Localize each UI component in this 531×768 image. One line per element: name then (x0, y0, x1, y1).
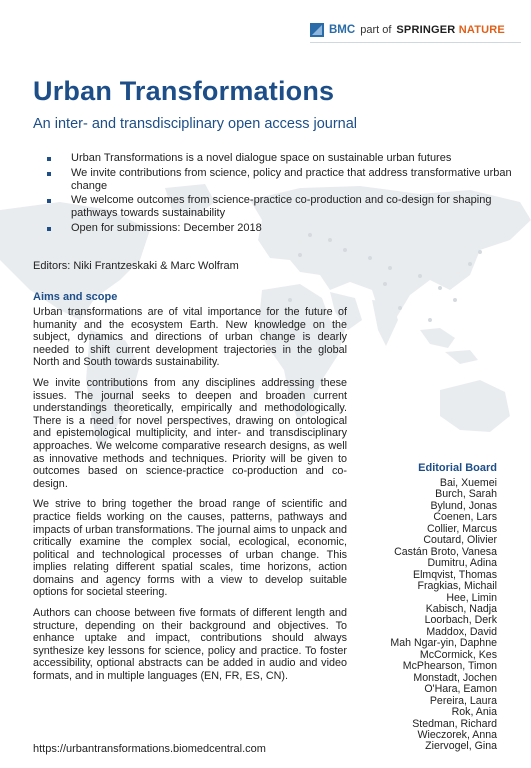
board-member: Bai, Xuemei (439, 477, 497, 489)
aims-paragraph: Urban transformations are of vital importance for the future of humanity and the ecosystem Earth. New knowledge on the subject, dynamics and directions of urban change is dearly needed to shift current development trajectories in the global North and South towards sustainability. (33, 306, 347, 369)
highlight-item: Urban Transformations is a novel dialogue space on sustainable urban futures (45, 152, 515, 165)
editorial-board-list (390, 478, 497, 753)
board-member: Collier, Marcus (426, 522, 497, 535)
board-member: Pereira, Laura (429, 694, 497, 707)
board-member: Monstadt, Jochen (413, 671, 497, 684)
highlights-list (45, 152, 515, 237)
aims-paragraph: We invite contributions from any disciplines addressing these issues. The journal seeks to deepen and broaden current understandings theoretically, empirically and methodologically. There is a need for novel perspectives, drawing on ontological and epistemological multiplicity, and inter- and transdisciplinary approaches. We welcome comparative research designs, as well as innovative methods and techniques. Priority will be given to outcomes based on science-practice co-production and co-design. (33, 376, 347, 490)
board-member: Bylund, Jonas (430, 499, 497, 512)
aims-heading: Aims and scope (33, 291, 118, 303)
board-member: Stedman, Richard (412, 717, 497, 730)
journal-url-link[interactable]: https://urbantransformations.biomedcentral.com (33, 743, 266, 755)
journal-subtitle: An inter- and transdisciplinary open access journal (33, 116, 358, 132)
board-member: Maddox, David (426, 625, 497, 638)
board-member: McPhearson, Timon (402, 660, 497, 673)
board-member: Coutard, Olivier (423, 534, 497, 547)
board-member: Loorbach, Derk (424, 614, 497, 627)
bmc-logo-icon (310, 23, 324, 37)
board-member: Wieczorek, Anna (417, 728, 497, 741)
editors-line: Editors: Niki Frantzeskaki & Marc Wolfram (33, 260, 239, 272)
aims-paragraph: We strive to bring together the broad range of scientific and practice fields working on the causes, patterns, pathways and impacts of urban transformations. The journal aims to unpack and critically examine the complex social, ecological, economic, political and technological processes of urban change. This implies relating different spatial scales, time horizons, action domains and agency forms with a view to develop suitable options for societal steering. (33, 498, 347, 599)
board-member: Castán Broto, Vanesa (394, 545, 497, 558)
board-member: Dumitru, Adina (427, 557, 497, 570)
board-member: O'Hara, Eamon (424, 683, 497, 696)
board-member: Elmqvist, Thomas (413, 568, 497, 581)
aims-body (33, 306, 347, 691)
board-member: McCormick, Kes (419, 648, 497, 661)
board-member: Rok, Ania (451, 706, 497, 719)
board-member: Fragkias, Michail (417, 580, 497, 593)
board-member: Burch, Sarah (435, 488, 497, 501)
highlight-item: We welcome outcomes from science-practice co-production and co-design for shaping pathways towards sustainability (45, 194, 515, 220)
board-member: Coenen, Lars (433, 511, 497, 524)
journal-title: Urban Transformations (33, 76, 335, 106)
board-member: Mah Ngar-yin, Daphne (390, 637, 497, 650)
board-member: Ziervogel, Gina (425, 740, 497, 753)
bmc-label: BMC (329, 24, 356, 36)
nature-label: NATURE (458, 24, 505, 36)
springer-nature-logo (396, 24, 505, 36)
board-member: Hee, Limin (446, 591, 497, 604)
springer-label: SPRINGER (396, 24, 456, 36)
aims-paragraph: Authors can choose between five formats of different length and structure, depending on their background and objectives. To enhance uptake and impact, contributions should always synthesize key lessons for science, policy and practice. To foster accessibility, optional abstracts can be added in audio and video formats, and in multiple languages (EN, FR, ES, CN). (33, 607, 347, 683)
board-member: Kabisch, Nadja (425, 602, 497, 615)
editorial-board-heading: Editorial Board (418, 462, 497, 474)
highlight-item: We invite contributions from science, policy and practice that address transformative urban change (45, 167, 515, 193)
header-divider (310, 42, 521, 43)
part-of-label: part of (360, 24, 392, 36)
publisher-header (310, 23, 505, 37)
highlight-item: Open for submissions: December 2018 (45, 222, 515, 235)
